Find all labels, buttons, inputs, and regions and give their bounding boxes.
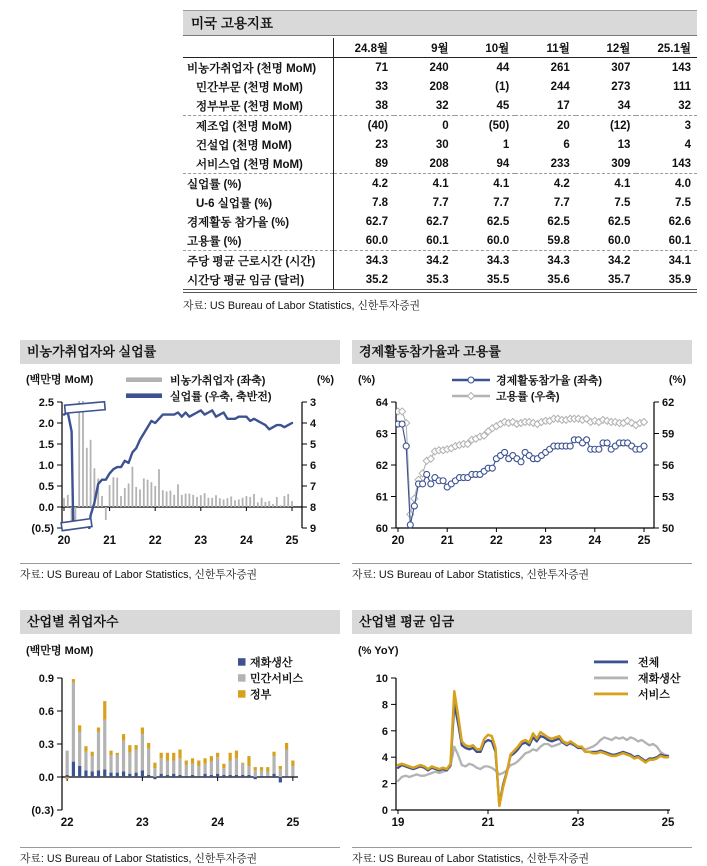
column-header: 9월: [394, 38, 455, 58]
table-row: [183, 174, 697, 194]
svg-text:경제활동참가율 (좌축): 경제활동참가율 (좌축): [496, 375, 603, 387]
svg-text:53: 53: [662, 491, 675, 504]
row-label: 주당 평균 근로시간 (시간): [183, 251, 334, 271]
svg-text:23: 23: [539, 535, 552, 547]
table-cell: 34.3: [547, 254, 570, 267]
table-cell: 35.3: [426, 273, 449, 286]
svg-text:0: 0: [381, 805, 388, 817]
table-cell: 60.1: [394, 231, 455, 251]
row-label: U-6 실업률 (%): [183, 193, 334, 212]
table-cell: (12): [609, 119, 631, 132]
svg-text:24: 24: [211, 817, 225, 829]
employment-table-block: [183, 10, 697, 313]
table-cell: 273: [611, 80, 631, 93]
chart-payrolls-unemployment: [20, 340, 340, 582]
table-title: 미국 고용지표: [183, 10, 697, 36]
svg-text:50: 50: [662, 523, 675, 535]
svg-text:0.9: 0.9: [38, 673, 54, 685]
table-cell: 4.0: [675, 177, 691, 190]
svg-text:6: 6: [381, 725, 388, 738]
table-cell: 143: [671, 61, 691, 74]
svg-text:56: 56: [662, 460, 675, 472]
table-cell: 7.7: [432, 196, 449, 209]
svg-text:(% YoY): (% YoY): [358, 645, 399, 657]
table-cell: 244: [550, 80, 570, 93]
table-cell: 32: [636, 96, 697, 116]
svg-text:4: 4: [310, 418, 317, 430]
table-cell: 13: [617, 138, 631, 151]
table-cell: 60.0: [455, 231, 516, 251]
table-cell: 34: [576, 96, 637, 116]
chart-source: 자료: US Bureau of Labor Statistics, 신한투자증권: [352, 569, 590, 581]
column-header: 25.1월: [636, 38, 697, 58]
table-row: [183, 77, 697, 96]
chart-source: 자료: US Bureau of Labor Statistics, 신한투자증권: [20, 853, 258, 865]
row-label: 건설업 (천명 MoM): [183, 135, 334, 154]
svg-text:0.6: 0.6: [38, 706, 54, 718]
table-row: [183, 231, 697, 251]
table-cell: 62.5: [547, 215, 570, 228]
svg-text:2: 2: [381, 778, 388, 791]
table-cell: 34.2: [426, 254, 449, 267]
table-cell: 143: [636, 154, 697, 174]
svg-text:22: 22: [60, 817, 74, 829]
row-label: 시간당 평균 임금 (달러): [183, 270, 334, 289]
svg-text:20: 20: [57, 535, 71, 547]
chart-participation-employment-canvas: [352, 368, 692, 556]
table-cell: 62.6: [668, 215, 691, 228]
svg-text:실업률 (우축, 축반전): 실업률 (우축, 축반전): [170, 391, 272, 403]
table-cell: 34.3: [486, 254, 510, 267]
table-cell: 7.5: [675, 196, 691, 209]
svg-text:22: 22: [148, 535, 162, 547]
chart-jobs-by-industry-canvas: [20, 638, 340, 840]
svg-text:4: 4: [381, 752, 388, 765]
chart-divider: [20, 847, 340, 848]
row-label: 고용률 (%): [183, 231, 334, 251]
employment-table: [183, 38, 697, 289]
chart-divider: [352, 847, 692, 848]
table-cell: 0: [442, 119, 449, 132]
svg-text:24: 24: [588, 535, 602, 547]
table-cell: 34.3: [365, 254, 389, 267]
svg-text:(%): (%): [316, 374, 334, 386]
row-label: 민간부문 (천명 MoM): [183, 77, 334, 96]
row-label: 경제활동 참가율 (%): [183, 212, 334, 231]
table-row: [183, 251, 697, 271]
svg-text:고용률 (우축): 고용률 (우축): [496, 391, 560, 403]
row-label: 서비스업 (천명 MoM): [183, 154, 334, 174]
svg-text:9: 9: [310, 523, 317, 535]
svg-text:민간서비스: 민간서비스: [250, 673, 304, 685]
table-cell: 34.1: [668, 254, 691, 267]
table-cell: 208: [429, 80, 449, 93]
row-label: 제조업 (천명 MoM): [183, 116, 334, 136]
table-cell: 17: [515, 96, 576, 116]
table-cell: (50): [488, 119, 510, 132]
svg-text:25: 25: [637, 535, 651, 547]
svg-text:(백만명 MoM): (백만명 MoM): [26, 645, 94, 657]
table-cell: 261: [550, 61, 570, 74]
row-label: 비농가취업자 (천명 MoM): [183, 58, 334, 78]
chart-source: 자료: US Bureau of Labor Statistics, 신한투자증권: [20, 569, 258, 581]
table-cell: 35.6: [547, 273, 570, 286]
svg-text:비농가취업자 (좌축): 비농가취업자 (좌축): [170, 375, 266, 387]
table-source: 자료: US Bureau of Labor Statistics, 신한투자증권: [183, 300, 421, 312]
svg-text:24: 24: [240, 535, 253, 547]
svg-text:정부: 정부: [250, 689, 272, 701]
table-cell: 208: [394, 154, 455, 174]
table-row: [183, 135, 697, 154]
svg-text:25: 25: [661, 817, 675, 829]
table-cell: 7.7: [553, 196, 570, 209]
table-cell: 233: [515, 154, 576, 174]
table-cell: 35.5: [486, 273, 510, 286]
svg-text:61: 61: [375, 491, 388, 504]
table-cell: 33: [375, 80, 389, 93]
table-bottom-rule: [183, 289, 697, 293]
svg-text:60: 60: [375, 523, 388, 535]
svg-text:0.0: 0.0: [38, 502, 54, 514]
table-cell: 35.7: [608, 273, 631, 286]
svg-text:8: 8: [310, 502, 317, 514]
table-cell: 60.0: [334, 231, 395, 251]
chart-title: 산업별 취업자수: [20, 610, 340, 634]
table-cell: 7.5: [614, 196, 631, 209]
table-cell: 35.2: [365, 273, 389, 286]
table-cell: (40): [367, 119, 389, 132]
svg-text:(%): (%): [668, 374, 686, 386]
svg-text:(백만명 MoM): (백만명 MoM): [26, 374, 94, 386]
column-header: 10월: [455, 38, 516, 58]
svg-text:21: 21: [440, 535, 454, 547]
svg-text:22: 22: [490, 535, 503, 547]
chart-source: 자료: US Bureau of Labor Statistics, 신한투자증권: [352, 853, 590, 865]
table-cell: 7.8: [372, 196, 389, 209]
svg-text:2.0: 2.0: [38, 418, 54, 430]
chart-wages-by-industry-canvas: [352, 638, 692, 840]
table-row: [183, 116, 697, 136]
row-label: 정부부문 (천명 MoM): [183, 96, 334, 116]
table-cell: 38: [334, 96, 395, 116]
svg-text:(0.3): (0.3): [31, 805, 54, 817]
svg-text:1.0: 1.0: [38, 460, 54, 472]
table-cell: 32: [394, 96, 455, 116]
chart-divider: [20, 563, 340, 564]
table-cell: 23: [375, 138, 389, 151]
table-cell: 4.1: [432, 177, 449, 190]
table-cell: 1: [502, 138, 510, 151]
table-cell: 4.1: [493, 177, 510, 190]
table-cell: 4: [684, 138, 691, 151]
svg-text:0.0: 0.0: [38, 772, 54, 784]
table-cell: 240: [429, 61, 449, 74]
column-header: 11월: [515, 38, 576, 58]
table-cell: 4.2: [372, 177, 389, 190]
svg-text:재화생산: 재화생산: [638, 673, 681, 685]
table-cell: 89: [334, 154, 395, 174]
svg-text:63: 63: [375, 428, 388, 441]
corner-cell: [183, 38, 334, 58]
svg-text:19: 19: [391, 817, 405, 829]
table-cell: 35.9: [668, 273, 691, 286]
svg-text:21: 21: [103, 535, 116, 547]
column-header: 12월: [576, 38, 637, 58]
svg-text:(0.5): (0.5): [31, 523, 54, 535]
svg-text:3: 3: [310, 397, 317, 409]
svg-text:서비스: 서비스: [638, 689, 670, 701]
svg-text:0.5: 0.5: [38, 481, 54, 493]
svg-text:0.3: 0.3: [38, 739, 54, 751]
svg-text:(%): (%): [358, 374, 376, 386]
chart-divider: [352, 563, 692, 564]
svg-text:20: 20: [391, 535, 405, 547]
chart-participation-employment: [352, 340, 692, 582]
svg-text:62: 62: [375, 460, 388, 472]
table-cell: 4.1: [614, 177, 631, 190]
chart-payrolls-unemployment-canvas: [20, 368, 340, 556]
svg-text:64: 64: [375, 397, 388, 409]
table-cell: 4.2: [553, 177, 570, 190]
table-cell: 7.7: [493, 196, 510, 209]
svg-text:7: 7: [310, 481, 317, 493]
svg-text:5: 5: [310, 439, 317, 451]
table-cell: 307: [611, 61, 631, 74]
svg-text:8: 8: [381, 699, 388, 712]
column-header: 24.8월: [334, 38, 395, 58]
table-row: [183, 154, 697, 174]
svg-text:23: 23: [571, 817, 585, 829]
chart-title: 경제활동참가율과 고용률: [352, 340, 692, 364]
svg-text:59: 59: [662, 428, 675, 441]
table-cell: 62.5: [608, 215, 631, 228]
table-row: [183, 96, 697, 116]
svg-text:23: 23: [194, 535, 208, 547]
chart-title: 산업별 평균 임금: [352, 610, 692, 634]
table-cell: 34.2: [608, 254, 631, 267]
table-cell: (1): [495, 80, 510, 93]
table-cell: 60.0: [576, 231, 637, 251]
table-row: [183, 58, 697, 78]
svg-text:23: 23: [135, 817, 149, 829]
svg-text:10: 10: [375, 673, 388, 685]
table-cell: 20: [557, 119, 570, 132]
table-cell: 111: [673, 80, 691, 93]
svg-text:25: 25: [286, 817, 300, 829]
table-cell: 60.1: [636, 231, 697, 251]
table-row: [183, 212, 697, 231]
svg-text:6: 6: [310, 460, 317, 472]
table-cell: 30: [435, 138, 449, 151]
svg-text:재화생산: 재화생산: [250, 657, 293, 669]
table-row: [183, 193, 697, 212]
table-cell: 3: [684, 119, 691, 132]
svg-text:25: 25: [285, 535, 299, 547]
table-cell: 62.7: [365, 215, 389, 228]
row-label: 실업률 (%): [183, 174, 334, 194]
table-cell: 45: [455, 96, 516, 116]
table-cell: 62.5: [486, 215, 510, 228]
table-cell: 6: [563, 138, 570, 151]
table-row: [183, 270, 697, 289]
table-cell: 62.7: [426, 215, 449, 228]
table-cell: 309: [576, 154, 637, 174]
chart-jobs-by-industry: [20, 610, 340, 866]
table-cell: 44: [496, 61, 510, 74]
svg-text:2.5: 2.5: [38, 397, 54, 409]
svg-text:1.5: 1.5: [38, 439, 54, 451]
table-cell: 59.8: [515, 231, 576, 251]
chart-title: 비농가취업자와 실업률: [20, 340, 340, 364]
svg-text:전체: 전체: [638, 657, 660, 669]
table-cell: 71: [375, 61, 389, 74]
table-cell: 94: [455, 154, 516, 174]
svg-text:21: 21: [481, 817, 495, 829]
svg-text:62: 62: [662, 397, 675, 409]
table-header-row: [183, 38, 697, 58]
chart-wages-by-industry: [352, 610, 692, 866]
